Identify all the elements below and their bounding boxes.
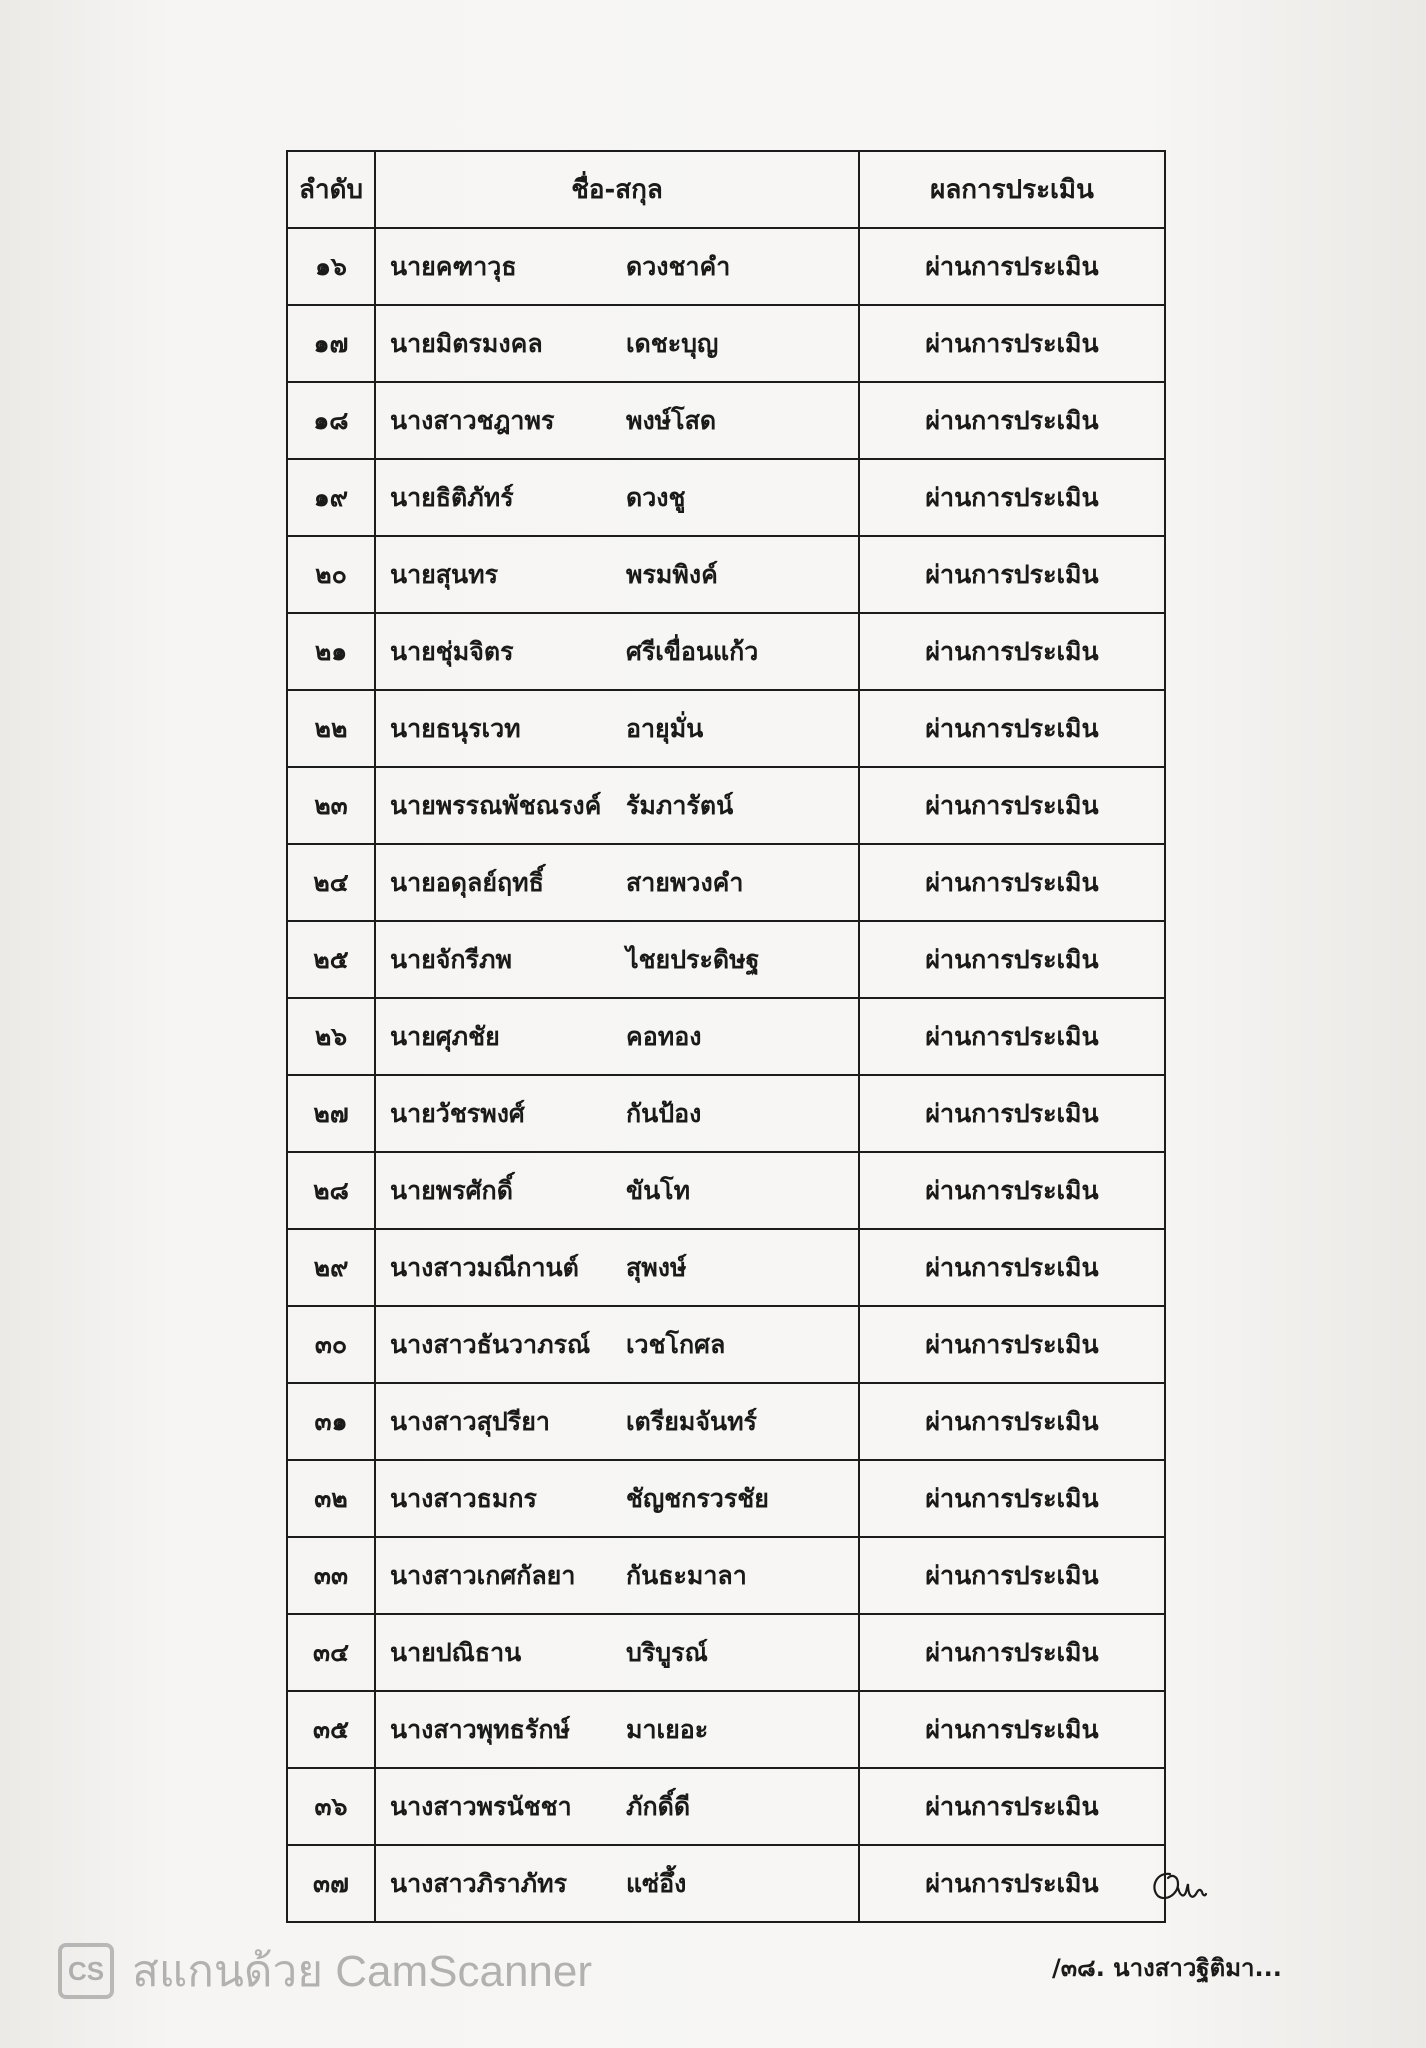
row-fullname xyxy=(375,228,859,305)
header-order: ลำดับ xyxy=(287,151,375,228)
row-order: ๓๖ xyxy=(287,1768,375,1845)
table-row xyxy=(287,844,1165,921)
row-order: ๓๓ xyxy=(287,1537,375,1614)
row-first-name: นายธนุรเวท xyxy=(390,713,521,743)
table-row xyxy=(287,1306,1165,1383)
row-result: ผ่านการประเมิน xyxy=(859,1152,1165,1229)
row-first-name: นางสาวพรนัชชา xyxy=(390,1791,572,1821)
table-row xyxy=(287,305,1165,382)
row-fullname xyxy=(375,1460,859,1537)
row-first-name: นายปณิธาน xyxy=(390,1637,522,1667)
row-last-name: รัมภารัตน์ xyxy=(626,790,734,820)
row-result: ผ่านการประเมิน xyxy=(859,1537,1165,1614)
row-last-name: ดวงชาคำ xyxy=(626,251,731,281)
row-result: ผ่านการประเมิน xyxy=(859,305,1165,382)
row-result: ผ่านการประเมิน xyxy=(859,536,1165,613)
row-fullname xyxy=(375,690,859,767)
row-order: ๓๔ xyxy=(287,1614,375,1691)
row-last-name: กันป้อง xyxy=(626,1098,702,1128)
row-order: ๒๐ xyxy=(287,536,375,613)
row-result: ผ่านการประเมิน xyxy=(859,1614,1165,1691)
row-order: ๒๑ xyxy=(287,613,375,690)
row-last-name: อายุมั่น xyxy=(626,713,704,743)
row-result: ผ่านการประเมิน xyxy=(859,767,1165,844)
assessment-results-table xyxy=(286,150,1166,1923)
row-last-name: สายพวงคำ xyxy=(626,867,744,897)
row-first-name: นางสาวธมกร xyxy=(390,1483,537,1513)
row-order: ๑๘ xyxy=(287,382,375,459)
row-result: ผ่านการประเมิน xyxy=(859,1691,1165,1768)
row-first-name: นางสาวมณีกานต์ xyxy=(390,1252,579,1282)
row-fullname xyxy=(375,844,859,921)
table-row xyxy=(287,1614,1165,1691)
row-last-name: ศรีเขื่อนแก้ว xyxy=(626,636,759,666)
row-first-name: นายพรรณพัชณรงค์ xyxy=(390,790,602,820)
row-result: ผ่านการประเมิน xyxy=(859,1383,1165,1460)
row-result: ผ่านการประเมิน xyxy=(859,1075,1165,1152)
table-row xyxy=(287,767,1165,844)
table-row xyxy=(287,1691,1165,1768)
row-last-name: บริบูรณ์ xyxy=(626,1637,708,1667)
row-result: ผ่านการประเมิน xyxy=(859,998,1165,1075)
row-last-name: แซ่อึ้ง xyxy=(626,1868,687,1898)
row-fullname xyxy=(375,1614,859,1691)
row-last-name: กันธะมาลา xyxy=(626,1560,747,1590)
header-fullname: ชื่อ-สกุล xyxy=(375,151,859,228)
row-order: ๓๐ xyxy=(287,1306,375,1383)
table-row xyxy=(287,536,1165,613)
table-row xyxy=(287,690,1165,767)
row-first-name: นายธิติภัทร์ xyxy=(390,482,514,512)
table-row xyxy=(287,1460,1165,1537)
row-fullname xyxy=(375,305,859,382)
row-result: ผ่านการประเมิน xyxy=(859,921,1165,998)
row-order: ๒๖ xyxy=(287,998,375,1075)
row-first-name: นายสุนทร xyxy=(390,559,499,589)
table-row xyxy=(287,1152,1165,1229)
row-fullname xyxy=(375,998,859,1075)
row-last-name: มาเยอะ xyxy=(626,1714,709,1744)
row-fullname xyxy=(375,921,859,998)
row-last-name: ไชยประดิษฐ xyxy=(626,944,760,974)
row-fullname xyxy=(375,1383,859,1460)
row-last-name: ภักดิ์ดี xyxy=(626,1791,691,1821)
row-first-name: นางสาวสุปรียา xyxy=(390,1406,550,1436)
row-result: ผ่านการประเมิน xyxy=(859,382,1165,459)
row-last-name: คอทอง xyxy=(626,1021,702,1051)
row-fullname xyxy=(375,1691,859,1768)
row-order: ๒๕ xyxy=(287,921,375,998)
row-fullname xyxy=(375,1075,859,1152)
row-result: ผ่านการประเมิน xyxy=(859,228,1165,305)
table-header-row xyxy=(287,151,1165,228)
continuation-note: /๓๘. นางสาวฐิติมา... xyxy=(1052,1954,1282,1982)
row-fullname xyxy=(375,1306,859,1383)
row-order: ๒๘ xyxy=(287,1152,375,1229)
table-row xyxy=(287,228,1165,305)
table-row xyxy=(287,1845,1165,1922)
table-body xyxy=(287,228,1165,1922)
row-result: ผ่านการประเมิน xyxy=(859,1845,1165,1922)
row-order: ๓๗ xyxy=(287,1845,375,1922)
camscanner-logo-icon: CS xyxy=(58,1943,114,1999)
table-row xyxy=(287,998,1165,1075)
table-row xyxy=(287,1075,1165,1152)
row-first-name: นายจักรีภพ xyxy=(390,944,512,974)
row-order: ๒๓ xyxy=(287,767,375,844)
row-last-name: ชัญชกรวรชัย xyxy=(626,1483,769,1513)
row-last-name: ดวงชู xyxy=(626,482,686,512)
row-fullname xyxy=(375,1229,859,1306)
row-fullname xyxy=(375,536,859,613)
table-row xyxy=(287,921,1165,998)
initials-signature xyxy=(1148,1866,1208,1906)
row-fullname xyxy=(375,1537,859,1614)
row-order: ๓๑ xyxy=(287,1383,375,1460)
row-result: ผ่านการประเมิน xyxy=(859,1306,1165,1383)
row-fullname xyxy=(375,1152,859,1229)
table-row xyxy=(287,1229,1165,1306)
row-result: ผ่านการประเมิน xyxy=(859,690,1165,767)
table-row xyxy=(287,382,1165,459)
row-last-name: พงษ์โสด xyxy=(626,405,717,435)
row-order: ๑๙ xyxy=(287,459,375,536)
row-result: ผ่านการประเมิน xyxy=(859,1768,1165,1845)
table-row xyxy=(287,613,1165,690)
row-order: ๒๗ xyxy=(287,1075,375,1152)
row-last-name: เวชโกศล xyxy=(626,1329,726,1359)
row-last-name: พรมพิงค์ xyxy=(626,559,718,589)
row-result: ผ่านการประเมิน xyxy=(859,844,1165,921)
row-fullname xyxy=(375,1845,859,1922)
row-first-name: นางสาวพุทธรักษ์ xyxy=(390,1714,570,1744)
table-row xyxy=(287,1768,1165,1845)
row-first-name: นางสาวภิราภัทร xyxy=(390,1868,568,1898)
row-first-name: นายศุภชัย xyxy=(390,1021,500,1051)
row-fullname xyxy=(375,767,859,844)
row-first-name: นายวัชรพงศ์ xyxy=(390,1098,525,1128)
row-first-name: นายมิตรมงคล xyxy=(390,328,543,358)
row-result: ผ่านการประเมิน xyxy=(859,1460,1165,1537)
row-last-name: เตรียมจันทร์ xyxy=(626,1406,757,1436)
table-row xyxy=(287,1537,1165,1614)
row-order: ๑๗ xyxy=(287,305,375,382)
row-first-name: นายอดุลย์ฤทธิ์ xyxy=(390,867,544,897)
row-order: ๒๔ xyxy=(287,844,375,921)
row-result: ผ่านการประเมิน xyxy=(859,459,1165,536)
row-first-name: นายคฑาวุธ xyxy=(390,251,517,281)
row-order: ๓๒ xyxy=(287,1460,375,1537)
row-order: ๓๕ xyxy=(287,1691,375,1768)
row-first-name: นางสาวธันวาภรณ์ xyxy=(390,1329,591,1359)
row-fullname xyxy=(375,1768,859,1845)
row-order: ๑๖ xyxy=(287,228,375,305)
row-first-name: นางสาวเกศกัลยา xyxy=(390,1560,576,1590)
row-fullname xyxy=(375,382,859,459)
row-result: ผ่านการประเมิน xyxy=(859,613,1165,690)
row-last-name: ขันโท xyxy=(626,1175,691,1205)
row-first-name: นายชุ่มจิตร xyxy=(390,636,514,666)
camscanner-text: สแกนด้วย CamScanner xyxy=(132,1947,593,1996)
row-fullname xyxy=(375,613,859,690)
table-row xyxy=(287,459,1165,536)
table-row xyxy=(287,1383,1165,1460)
camscanner-watermark xyxy=(58,1936,592,2006)
row-first-name: นางสาวชฎาพร xyxy=(390,405,555,435)
row-result: ผ่านการประเมิน xyxy=(859,1229,1165,1306)
row-last-name: สุพงษ์ xyxy=(626,1252,687,1282)
row-first-name: นายพรศักดิ์ xyxy=(390,1175,513,1205)
row-order: ๒๙ xyxy=(287,1229,375,1306)
header-result: ผลการประเมิน xyxy=(859,151,1165,228)
row-last-name: เดชะบุญ xyxy=(626,328,719,358)
row-order: ๒๒ xyxy=(287,690,375,767)
row-fullname xyxy=(375,459,859,536)
